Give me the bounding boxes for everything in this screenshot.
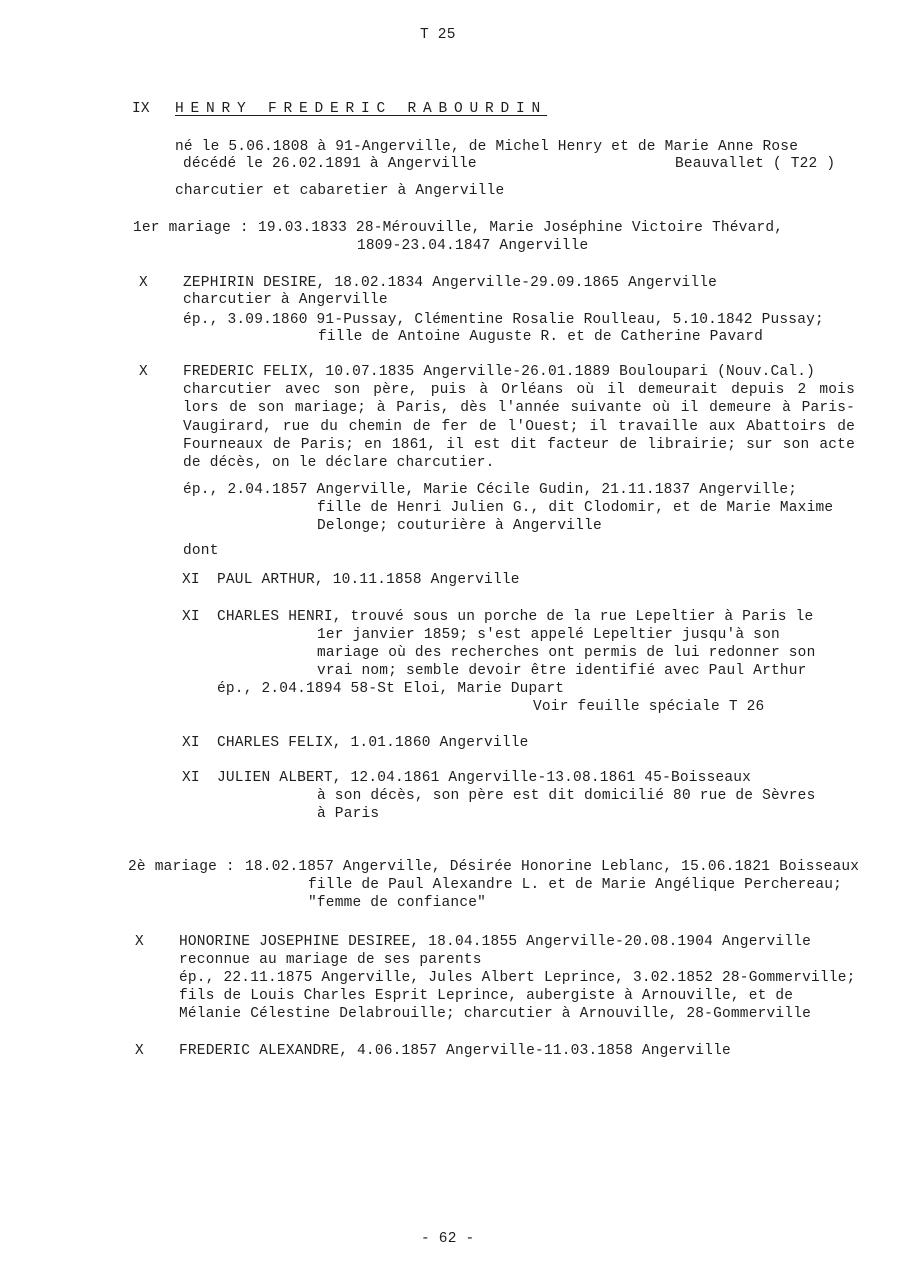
occupation-line: charcutier et cabaretier à Angerville (175, 183, 505, 199)
child-honorine-line: Mélanie Célestine Delabrouille; charcutier à Arnouville, 28-Gommerville (179, 1006, 812, 1022)
page-reference: T 25 (420, 27, 456, 43)
child-zephirin-line: charcutier à Angerville (183, 292, 388, 308)
marriage2-label: 2è mariage : (128, 859, 235, 875)
child-marker: X (135, 1043, 144, 1059)
child-zephirin-line: ZEPHIRIN DESIRE, 18.02.1834 Angerville-29.09.1865 Angerville (183, 275, 718, 291)
grandchild-julien: JULIEN ALBERT, 12.04.1861 Angerville-13.08.1861 45-Boisseaux (217, 770, 752, 786)
marriage-line: ép., 2.04.1857 Angerville, Marie Cécile Gudin, 21.11.1837 Angerville; (183, 482, 798, 498)
person-name-title: HENRY FREDERIC RABOURDIN (175, 101, 548, 117)
child-marker: X (139, 275, 148, 291)
child-frederic-line: de décès, on le déclare charcutier. (183, 455, 495, 471)
child-marker: X (135, 934, 144, 950)
marriage1-line: 19.03.1833 28-Mérouville, Marie Joséphine Victoire Thévard, (258, 220, 784, 236)
grandchild-marker: XI (182, 735, 200, 751)
grandchild-paul: PAUL ARTHUR, 10.11.1858 Angerville (217, 572, 520, 588)
dont-label: dont (183, 543, 219, 559)
child-zephirin-line: fille de Antoine Auguste R. et de Catherine Pavard (318, 329, 764, 345)
marriage1-dates: 1809-23.04.1847 Angerville (357, 238, 589, 254)
marriage1-label: 1er mariage : (133, 220, 249, 236)
grandchild-charles-henri-line: mariage où des recherches ont permis de lui redonner son (317, 645, 816, 661)
grandchild-marker: XI (182, 572, 200, 588)
child-frederic-line: lors de son mariage; à Paris, dès l'année suivante où il demeure à Paris- (183, 400, 855, 416)
marriage2-line: fille de Paul Alexandre L. et de Marie Angélique Perchereau; (308, 877, 843, 893)
marriage-line: fille de Henri Julien G., dit Clodomir, et de Marie Maxime (317, 500, 834, 516)
child-frederic-line: charcutier avec son père, puis à Orléans où il demeurait depuis 2 mois (183, 382, 855, 398)
grandchild-charles-henri-line: vrai nom; semble devoir être identifié avec Paul Arthur (317, 663, 807, 679)
grandchild-charles-henri-marriage: ép., 2.04.1894 58-St Eloi, Marie Dupart (217, 681, 565, 697)
child-marker: X (139, 364, 148, 380)
grandchild-julien-line: à Paris (317, 806, 380, 822)
grandchild-charles-felix: CHARLES FELIX, 1.01.1860 Angerville (217, 735, 529, 751)
death-line: décédé le 26.02.1891 à Angerville (183, 156, 477, 172)
child-honorine-line: reconnue au mariage de ses parents (179, 952, 482, 968)
child-zephirin-line: ép., 3.09.1860 91-Pussay, Clémentine Rosalie Roulleau, 5.10.1842 Pussay; (183, 312, 824, 328)
marriage2-line: 18.02.1857 Angerville, Désirée Honorine Leblanc, 15.06.1821 Boisseaux (245, 859, 860, 875)
child-frederic-line: FREDERIC FELIX, 10.07.1835 Angerville-26.01.1889 Bouloupari (Nouv.Cal.) (183, 364, 816, 380)
child-honorine-line: HONORINE JOSEPHINE DESIREE, 18.04.1855 Angerville-20.08.1904 Angerville (179, 934, 812, 950)
child-frederic-line: Fourneaux de Paris; en 1861, il est dit facteur de librairie; sur son acte (183, 437, 855, 453)
child-frederic-alexandre: FREDERIC ALEXANDRE, 4.06.1857 Angerville-11.03.1858 Angerville (179, 1043, 731, 1059)
child-honorine-line: ép., 22.11.1875 Angerville, Jules Albert Leprince, 3.02.1852 28-Gommerville; (179, 970, 856, 986)
cross-reference: Voir feuille spéciale T 26 (533, 699, 765, 715)
grandchild-julien-line: à son décès, son père est dit domicilié 80 rue de Sèvres (317, 788, 816, 804)
child-honorine-line: fils de Louis Charles Esprit Leprince, aubergiste à Arnouville, et de (179, 988, 794, 1004)
generation-number: IX (132, 101, 150, 117)
page-number: - 62 - (421, 1231, 475, 1247)
mother-surname: Beauvallet ( T22 ) (675, 156, 836, 172)
marriage2-line: "femme de confiance" (308, 895, 487, 911)
grandchild-marker: XI (182, 770, 200, 786)
grandchild-charles-henri: CHARLES HENRI, trouvé sous un porche de la rue Lepeltier à Paris le (217, 609, 814, 625)
grandchild-marker: XI (182, 609, 200, 625)
child-frederic-line: Vaugirard, rue du chemin de fer de l'Ouest; il travaille aux Abattoirs de (183, 419, 855, 435)
birth-line: né le 5.06.1808 à 91-Angerville, de Michel Henry et de Marie Anne Rose (175, 139, 799, 155)
marriage-line: Delonge; couturière à Angerville (317, 518, 602, 534)
grandchild-charles-henri-line: 1er janvier 1859; s'est appelé Lepeltier jusqu'à son (317, 627, 780, 643)
